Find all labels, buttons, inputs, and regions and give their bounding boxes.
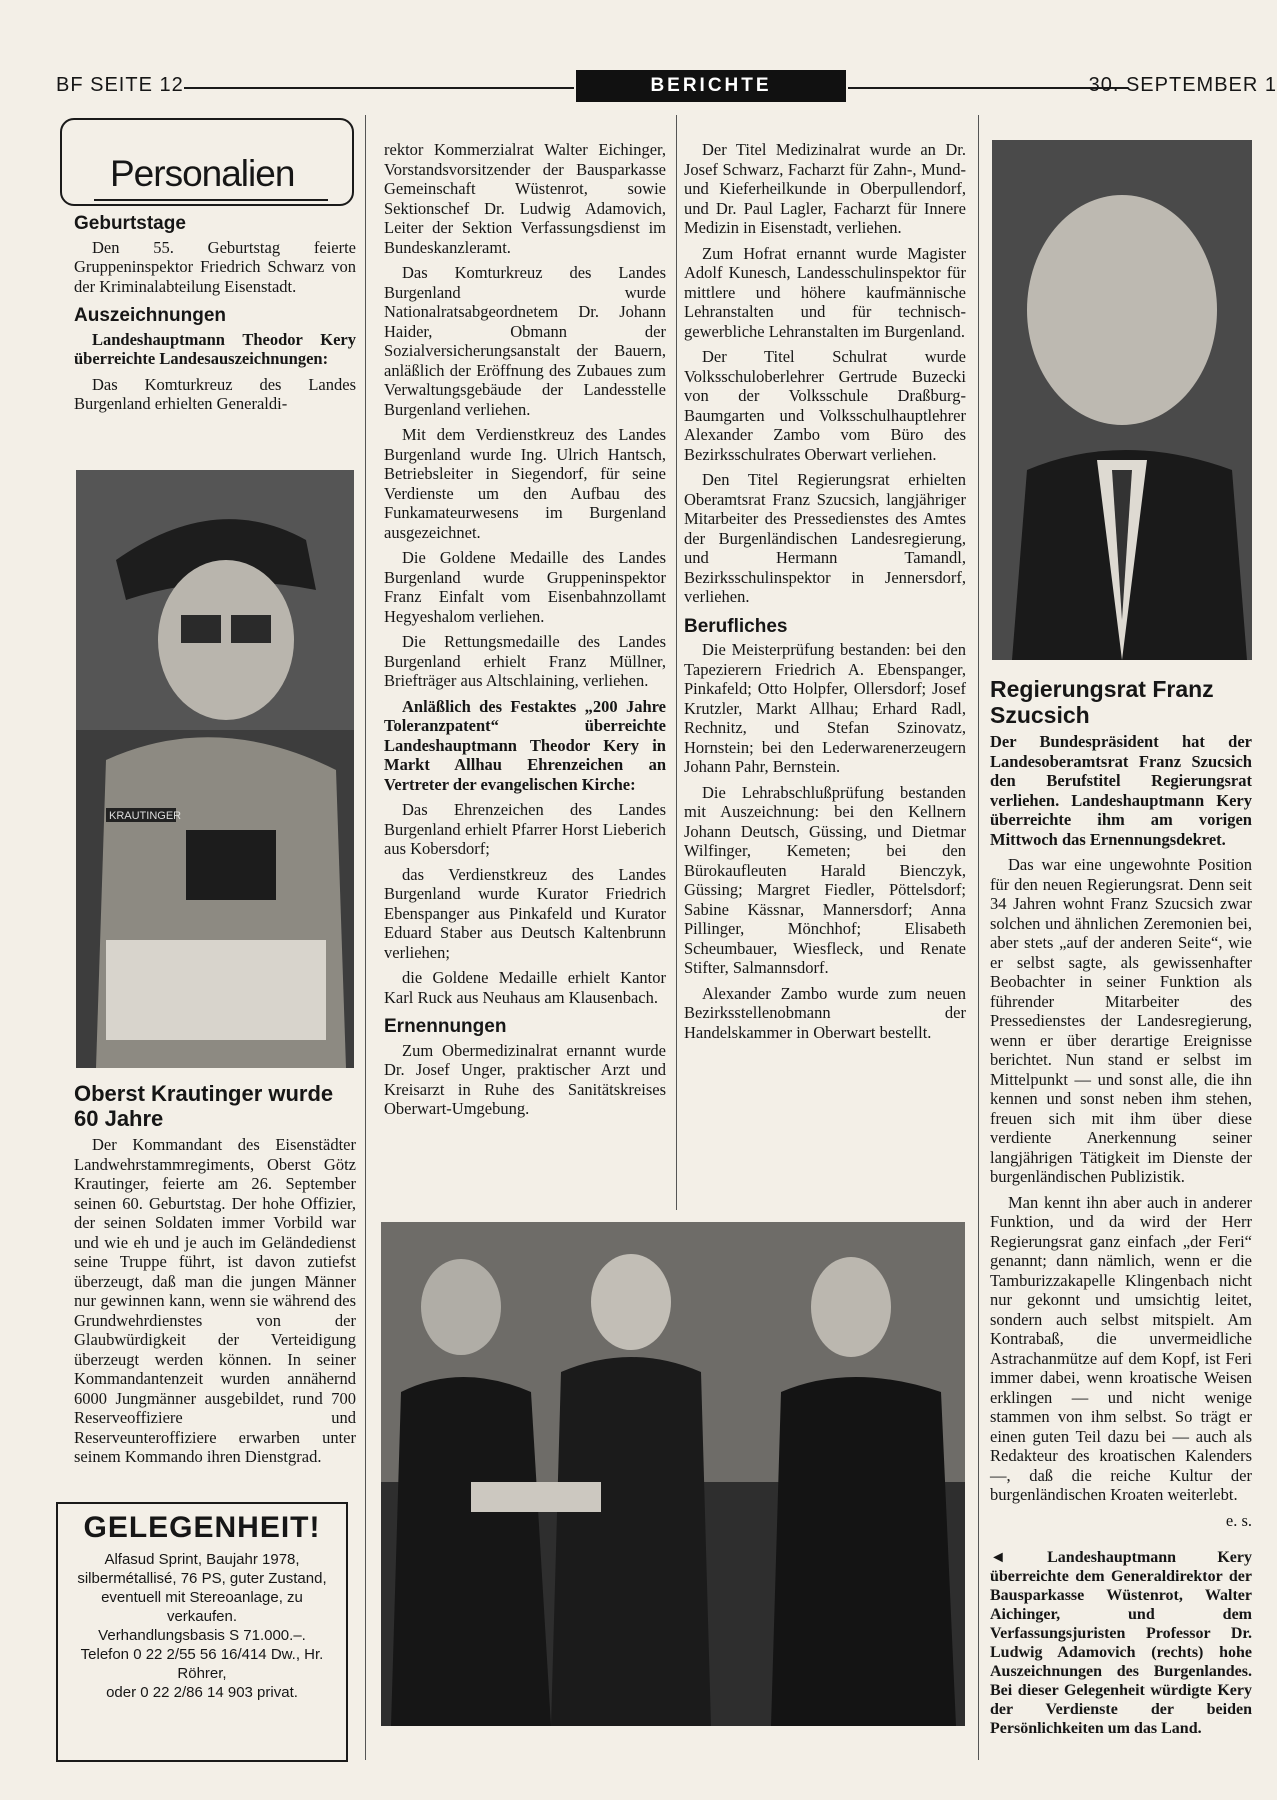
col2-p8: das Verdienstkreuz des Landes Burgenland wurde Kurator Friedrich Ebenspanger aus Pinkafeld und Kurator Eduard Staber aus Deutsch Kaltenbrunn verliehen; — [384, 864, 666, 962]
col2-p7: Das Ehrenzeichen des Landes Burgenland erhielt Pfarrer Horst Lieberich aus Kobersdorf; — [384, 800, 666, 858]
column-rule-1 — [365, 115, 366, 1760]
personalien-underline — [94, 199, 328, 201]
ad-line-2: Verhandlungsbasis S 71.000.–. — [98, 1627, 306, 1644]
header-rule-left — [184, 87, 574, 89]
szucsich-p1: Das war eine ungewohnte Position für den neuen Regierungsrat. Denn seit 34 Jahren wohnt Franz Szucsich zwar solchen und ähnlichen Zeremonien bei, aber stets „auf der anderen Seite“, wie er selbst sagte, als gewissenhafter Beobachter in seiner Funktion als führender Mitarbeiter des Pressedienstes der Landesregierung, wenn er über derartige Ereignisse berichtet. Nun stand er selbst im Mittelpunkt — und sonst alle, die ihn kennen und sonst neben ihm stehen, freuen sich mit ihm über diese verdiente Anerkennung seiner langjährigen Tätigkeit im Dienste der burgenländischen Publizistik. — [990, 855, 1252, 1186]
col3-p6: Die Lehrabschlußprüfung bestanden mit Auszeichnung: bei den Kellnern Johann Deutsch, Güssing, und Dietmar Wilfinger, Kemeten; bei den Bürokaufleuten Harald Bienczyk, Güssing; Margret Fiedler, Pöttelsdorf; Sabine Kässnar, Mannersdorf; Anna Pillinger, Mönchhof; Elisabeth Scheumbauer, Wiesfleck, und Renate Stifter, Salmannsdorf. — [684, 782, 966, 977]
signature: e. s. — [1225, 1510, 1252, 1530]
col2-p10: Zum Obermedizinalrat ernannt wurde Dr. Josef Unger, praktischer Arzt und Kreisarzt in Ruhe des Sanitätskreises Oberwart-Umgebung. — [384, 1040, 666, 1118]
krautinger-photo — [76, 470, 354, 1068]
issue-date: 30. SEPTEMBER 1 — [1088, 74, 1277, 96]
col3-p7: Alexander Zambo wurde zum neuen Bezirksstellenobmann der Handelskammer in Oberwart bestellt. — [684, 983, 966, 1042]
section-label: BERICHTE — [576, 70, 846, 102]
personalien-title: Personalien — [110, 153, 295, 194]
col2-p1: rektor Kommerzialrat Walter Eichinger, Vorstandsvorsitzender der Bausparkasse Gemeinschaft Wüstenrot, sowie Sektionschef Dr. Ludwig Adamovich, Leiter der Sektion Verfassungsdienst im Bundeskanzleramt. — [384, 140, 666, 257]
column-2 — [384, 140, 666, 1125]
ad-line-4: oder 0 22 2/86 14 903 privat. — [106, 1684, 298, 1701]
col2-p4: Die Goldene Medaille des Landes Burgenland wurde Gruppeninspektor Franz Einfalt vom Eisenbahnzollamt Hegyeshalom verliehen. — [384, 548, 666, 626]
col3-p5: Die Meisterprüfung bestanden: bei den Tapezierern Friedrich A. Ebenspanger, Pinkafeld; Otto Holpfer, Ollersdorf; Josef Krutzler, Markt Allhau; Erhard Radl, Rechnitz, und Stefan Szinovatz, Hornstein; bei den Lederwarenerzeugern Johann Pahr, Bernstein. — [684, 640, 966, 776]
column-1-top — [74, 212, 356, 420]
column-1-bottom — [74, 1075, 356, 1473]
ad-line-1: Alfasud Sprint, Baujahr 1978, silbermétallisé, 76 PS, guter Zustand, eventuell mit Stereoanlage, zu verkaufen. — [77, 1551, 327, 1625]
header-rule-right — [848, 87, 1128, 89]
column-rule-3 — [978, 115, 979, 1760]
heading-geburtstage: Geburtstage — [74, 213, 186, 234]
classified-ad — [56, 1502, 348, 1762]
column-rule-2 — [676, 115, 677, 1210]
ad-title: GELEGENHEIT! — [83, 1511, 321, 1544]
page-header — [56, 70, 1277, 106]
krautinger-text: Der Kommandant des Eisenstädter Landwehrstammregiments, Oberst Götz Krautinger, feierte am 26. September seinen 60. Geburtstag. Der hohe Offizier, der seinen Soldaten immer Vorbild war und wie eh und je auch im Geländedienst seine Truppe führt, ist davon zutiefst überzeugt, daß man die jungen Männer nur gewinnen kann, wenn sie während des Grundwehrdienstes von der Glaubwürdigkeit der Verteidigung überzeugt werden können. In seiner Kommandantenzeit wurden annähernd 6000 Jungmänner ausgebildet, rund 700 Reserveoffiziere und Reserveunteroffiziere erwarben unter seinem Kommando ihren Dienstgrad. — [74, 1135, 356, 1466]
auszeichnungen-lead: Landeshauptmann Theodor Kery überreichte Landesauszeichnungen: — [74, 329, 356, 368]
col3-p3: Der Titel Schulrat wurde Volksschuloberlehrer Gertrude Buzecki von der Volksschule Draßburg-Baumgarten und Volksschulhauptlehrer Alexander Zambo vom Büro des Bezirksschulrates Oberwart verliehen. — [684, 347, 966, 464]
col2-p3: Mit dem Verdienstkreuz des Landes Burgenland wurde Ing. Ulrich Hantsch, Betriebsleiter in Siegendorf, für seine Verdienste um den Aufbau des Funkamateurwesens im Burgenland ausgezeichnet. — [384, 425, 666, 542]
ad-line-3: Telefon 0 22 2/55 56 16/414 Dw., Hr. Röhrer, — [80, 1646, 324, 1682]
col3-p4: Den Titel Regierungsrat erhielten Oberamtsrat Franz Szucsich, langjähriger Mitarbeiter des Pressedienstes des Amtes der Burgenländischen Landesregierung, und Hermann Tamandl, Bezirksschulinspektor in Jennersdorf, verliehen. — [684, 470, 966, 606]
szucsich-photo — [992, 140, 1252, 660]
geburtstage-text: Den 55. Geburtstag feierte Gruppeninspektor Friedrich Schwarz von der Kriminalabteilung Eisenstadt. — [74, 237, 356, 296]
page-number: BF SEITE 12 — [56, 74, 184, 96]
photo-caption: ◄ Landeshauptmann Kery überreichte dem Generaldirektor der Bausparkasse Wüstenrot, Walter Aichinger, und dem Verfassungsjuristen Professor Dr. Ludwig Adamovich (rechts) hohe Auszeichnungen des Burgenlandes. Bei dieser Gelegenheit würdigte Kery der Verdienste der beiden Persönlichkeiten um das Land. — [990, 1549, 1252, 1737]
col2-p9: die Goldene Medaille erhielt Kantor Karl Ruck aus Neuhaus am Klausenbach. — [384, 968, 666, 1007]
col3-p1: Der Titel Medizinalrat wurde an Dr. Josef Schwarz, Facharzt für Zahn-, Mund- und Kieferheilkunde in Oberpullendorf, und Dr. Paul Lagler, Facharzt für Innere Medizin in Eisenstadt, verliehen. — [684, 140, 966, 237]
szucsich-lead: Der Bundespräsident hat der Landesoberamtsrat Franz Szucsich den Berufstitel Regierungsrat verliehen. Landeshauptmann Kery überreichte ihm am vorigen Mittwoch das Ernennungsdekret. — [990, 732, 1252, 849]
krautinger-headline: Oberst Krautinger wurde 60 Jahre — [74, 1081, 334, 1131]
szucsich-p2: Man kennt ihn aber auch in anderer Funktion, und da wird der Herr Regierungsrat ganz einfach „der Feri“ genannt; dann nämlich, wenn er die Tamburizzakapelle Klingenbach nicht nur gekonnt und umsichtig leitet, sondern auch selbst mitspielt. Am Kontrabaß, die unvermeidliche Astrachanmütze auf dem Kopf, ist Feri immer dabei, wenn kroatische Weisen erklingen — und nicht wenige stammen von ihm selbst. So trägt er einen guten Teil dazu bei — auch als Redakteur des kroatischen Kalenders —, daß die reiche Kultur der burgenländischen Kroaten weiterlebt. — [990, 1192, 1252, 1504]
col2-p5: Die Rettungsmedaille des Landes Burgenland erhielt Franz Müllner, Briefträger aus Altschlaining, verliehen. — [384, 632, 666, 690]
szucsich-headline: Regierungsrat Franz Szucsich — [990, 676, 1214, 728]
column-3 — [684, 140, 966, 1048]
col2-p2: Das Komturkreuz des Landes Burgenland wurde Nationalratsabgeordnetem Dr. Johann Haider, Obmann der Sozialversicherungsanstalt der Bauern, anläßlich der Eröffnung des Zubaues zum Verwaltungsgebäude der Landesstelle Burgenland verliehen. — [384, 263, 666, 419]
col2-p6: Anläßlich des Festaktes „200 Jahre Toleranzpatent“ überreichte Landeshauptmann Theodor Kery in Markt Allhau Ehrenzeichen an Vertreter der evangelischen Kirche: — [384, 696, 666, 794]
heading-ernennungen: Ernennungen — [384, 1016, 507, 1037]
name-tag: KRAUTINGER — [109, 810, 182, 822]
heading-auszeichnungen: Auszeichnungen — [74, 305, 227, 326]
ceremony-photo — [381, 1222, 965, 1726]
col3-p2: Zum Hofrat ernannt wurde Magister Adolf Kunesch, Landesschulinspektor für mittlere und höhere kaufmännische Lehranstalten und für technisch-gewerbliche Lehranstalten im Burgenland. — [684, 243, 966, 341]
auszeichnungen-text: Das Komturkreuz des Landes Burgenland erhielten Generaldi- — [74, 374, 356, 413]
column-4 — [990, 670, 1252, 1536]
heading-berufliches: Berufliches — [684, 615, 788, 637]
